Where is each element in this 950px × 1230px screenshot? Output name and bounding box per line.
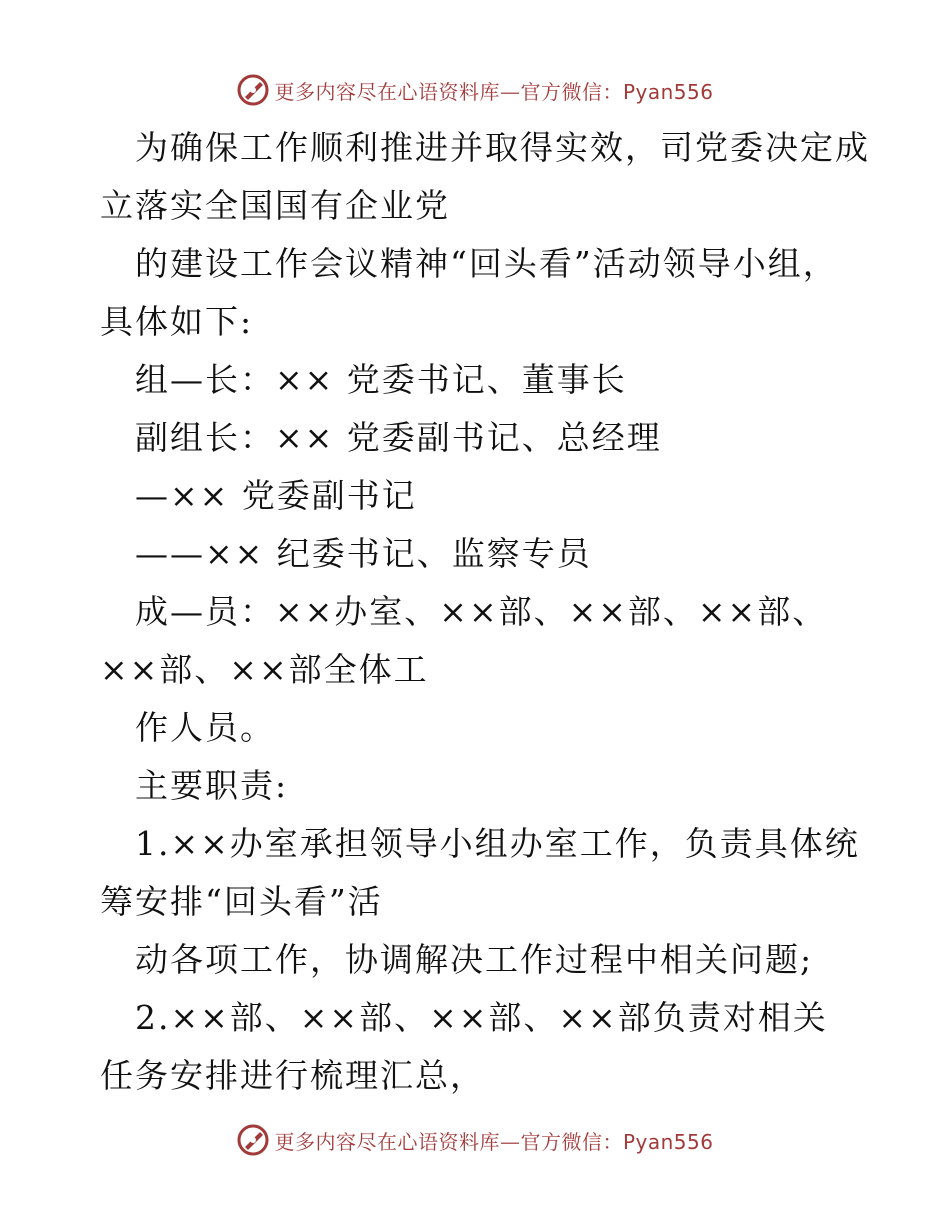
header-watermark <box>0 70 950 110</box>
members-line: 成—员：××办室、××部、××部、××部、 <box>135 592 828 631</box>
duty-item: 动各项工作，协调解决工作过程中相关问题; <box>135 940 814 979</box>
group-leader-line: 组—长：×× 党委书记、董事长 <box>135 360 627 399</box>
duty-item: 1.××办室承担领导小组办室工作，负责具体统 <box>135 824 860 863</box>
duty-item: 2.××部、××部、××部、××部负责对相关 <box>135 998 828 1037</box>
watermark-text: 更多内容尽在心语资料库—官方微信：Pyan556 <box>274 79 714 104</box>
section-heading: 主要职责: <box>135 766 289 805</box>
members-line: 作人员。 <box>135 708 275 747</box>
body-line: 为确保工作顺利推进并取得实效，司党委决定成 <box>135 128 870 167</box>
deputy-leader-line: 副组长：×× 党委副书记、总经理 <box>135 418 662 457</box>
deputy-leader-line: —×× 党委副书记 <box>135 476 417 515</box>
deputy-leader-line: ——×× 纪委书记、监察专员 <box>135 534 592 573</box>
watermark-text: 更多内容尽在心语资料库—官方微信：Pyan556 <box>274 1129 714 1154</box>
duty-item: 任务安排进行梳理汇总， <box>100 1056 485 1095</box>
body-line: 具体如下: <box>100 302 254 341</box>
body-line: 立落实全国国有企业党 <box>100 186 450 225</box>
footer-watermark <box>0 1120 950 1160</box>
duty-item: 筹安排“回头看”活 <box>100 882 383 921</box>
body-line: 的建设工作会议精神“回头看”活动领导小组， <box>135 244 838 283</box>
members-line: ××部、××部全体工 <box>100 650 429 689</box>
brush-seal-icon <box>236 73 270 107</box>
brush-seal-icon <box>236 1123 270 1157</box>
